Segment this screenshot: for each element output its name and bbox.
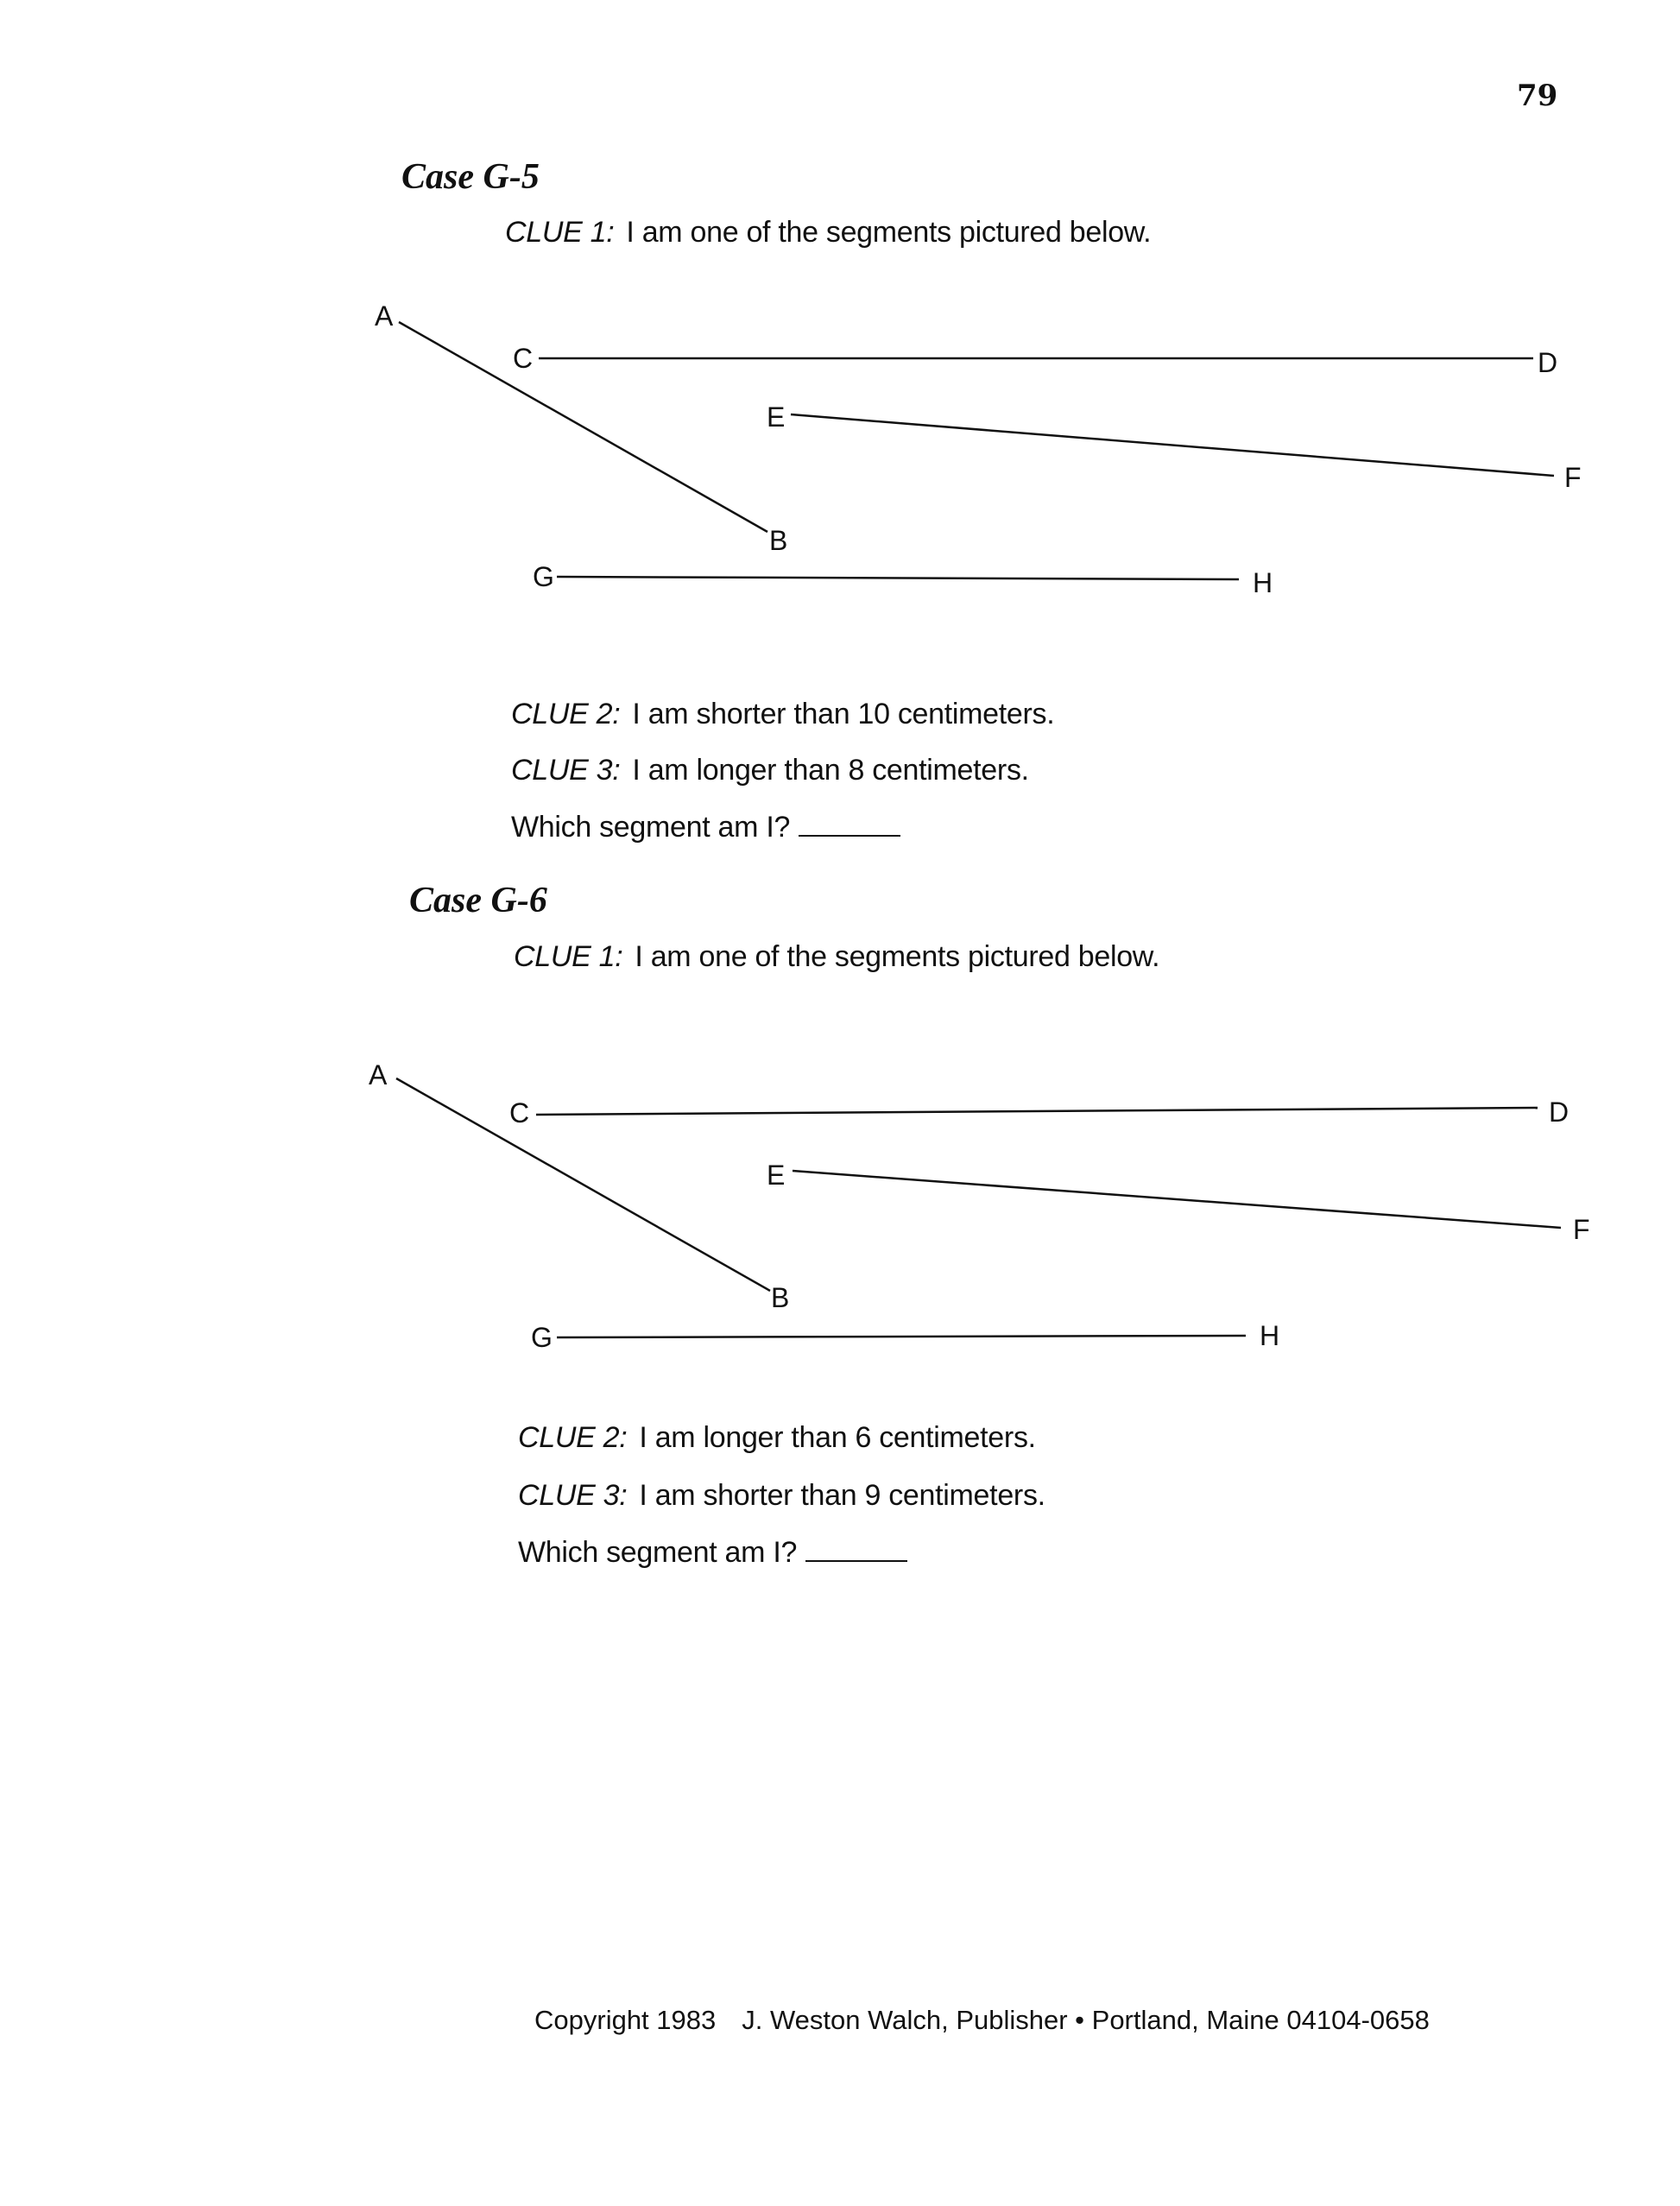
point-label-a: A: [369, 1059, 388, 1090]
point-label-e: E: [767, 401, 786, 433]
point-label-b: B: [769, 525, 788, 556]
point-label-d: D: [1549, 1097, 1569, 1128]
point-label-g: G: [531, 1322, 553, 1353]
point-label-d: D: [1538, 347, 1558, 378]
point-label-h: H: [1253, 567, 1273, 598]
clue-2: [511, 699, 1054, 729]
clue-label: CLUE 3:: [511, 754, 621, 787]
clue-1: [514, 942, 1159, 971]
point-label-e: E: [767, 1160, 786, 1191]
clue-label: CLUE 1:: [505, 216, 615, 249]
clue-text: I am shorter than 10 centimeters.: [632, 698, 1055, 730]
question: [518, 1538, 907, 1567]
point-label-f: F: [1573, 1214, 1590, 1245]
point-label-c: C: [513, 343, 534, 374]
clue-3: [518, 1481, 1045, 1510]
clue-text: I am one of the segments pictured below.: [626, 216, 1152, 249]
clue-3: [511, 755, 1029, 785]
footer: [534, 2007, 1430, 2033]
point-label-f: F: [1564, 462, 1582, 493]
clue-text: I am longer than 8 centimeters.: [632, 754, 1029, 787]
clue-2: [518, 1423, 1036, 1452]
question-text: Which segment am I?: [511, 811, 791, 844]
segment-ab: [399, 322, 767, 532]
page-number: 79: [1517, 79, 1558, 113]
point-label-h: H: [1260, 1320, 1280, 1351]
segment-cd-2: [536, 1108, 1538, 1115]
clue-label: CLUE 1:: [514, 940, 623, 973]
clue-label: CLUE 2:: [511, 698, 621, 730]
question: [511, 812, 900, 842]
answer-blank[interactable]: [799, 816, 900, 837]
segment-gh-2: [557, 1336, 1246, 1337]
point-label-g: G: [533, 561, 554, 592]
point-label-c: C: [509, 1097, 530, 1128]
case-title: Case G-6: [409, 881, 547, 920]
clue-text: I am longer than 6 centimeters.: [639, 1421, 1036, 1454]
clue-text: I am one of the segments pictured below.: [635, 940, 1160, 973]
clue-label: CLUE 3:: [518, 1479, 628, 1512]
clue-label: CLUE 2:: [518, 1421, 628, 1454]
segment-gh: [557, 577, 1239, 579]
segment-ab-2: [396, 1078, 770, 1291]
point-label-a: A: [375, 300, 394, 332]
copyright: Copyright 1983: [534, 2005, 717, 2035]
case-title: Case G-5: [401, 157, 540, 197]
segment-ef: [791, 414, 1554, 476]
answer-blank[interactable]: [805, 1541, 907, 1562]
point-label-b: B: [771, 1282, 790, 1313]
question-text: Which segment am I?: [518, 1536, 798, 1569]
publisher: J. Weston Walch, Publisher • Portland, Maine 04104-0658: [742, 2005, 1430, 2035]
segment-ef-2: [793, 1171, 1561, 1228]
clue-text: I am shorter than 9 centimeters.: [639, 1479, 1045, 1512]
